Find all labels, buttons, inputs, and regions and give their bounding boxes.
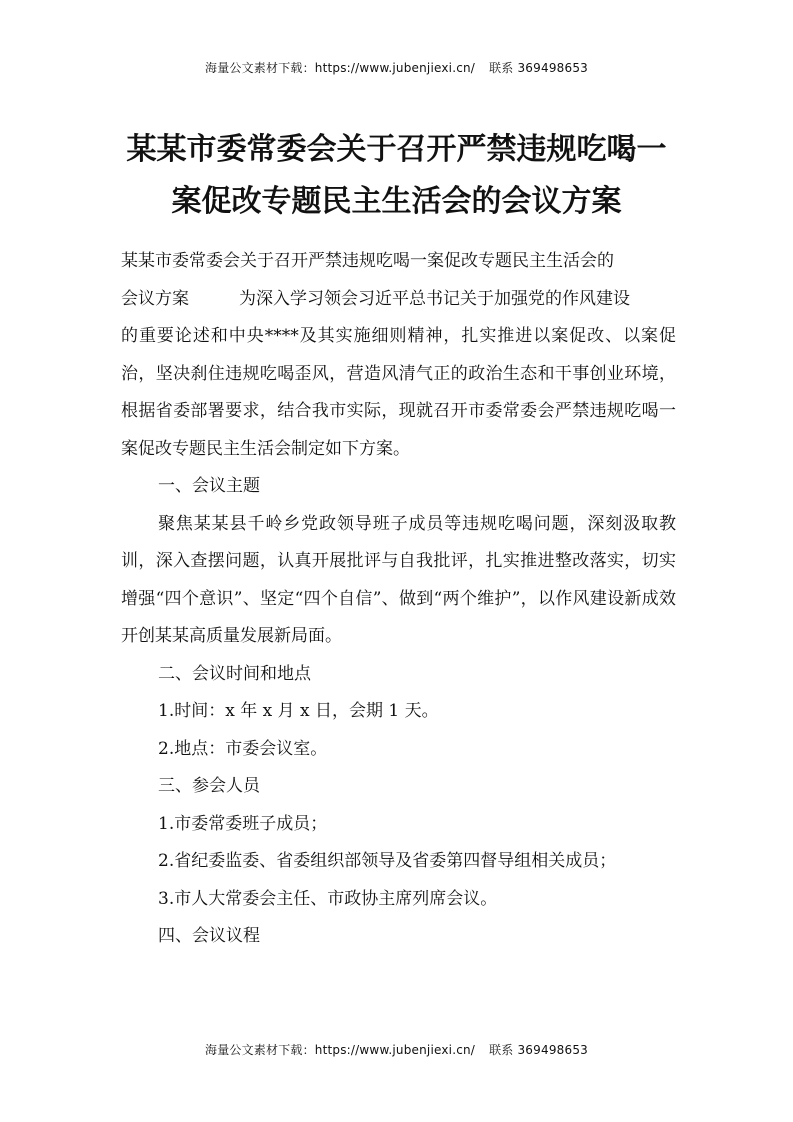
title-line-1: 某某市委常委会关于召开严禁违规吃喝一 <box>126 132 667 167</box>
intro-rest: 的重要论述和中央****及其实施细则精神，扎实推进以案促改、以案促治，坚决刹住违规吃喝歪风，营造风清气正的政治生态和干事创业环境，根据省委部署要求，结合我市实际，现就召开市委常委会严禁违规吃喝一案促改专题民主生活会制定如下方案。 <box>121 326 676 459</box>
section-heading: 三、参会人员 <box>158 776 260 796</box>
list-item: 1.时间：x 年 x 月 x 日，会期 1 天。 <box>158 701 439 721</box>
intro-line-2 <box>121 281 676 319</box>
title-line-2: 案促改专题民主生活会的会议方案 <box>171 184 622 219</box>
list-item: 2.地点：市委会议室。 <box>158 738 328 759</box>
intro-line-2-title-tail: 会议方案 <box>121 288 189 309</box>
page-header <box>0 59 793 76</box>
header-site-label: 海量公文素材下载：https://www.jubenjiexi.cn/ <box>205 61 476 75</box>
section-heading: 四、会议议程 <box>158 926 260 946</box>
document-title <box>100 124 693 228</box>
document-body <box>121 243 676 956</box>
footer-site-label: 海量公文素材下载：https://www.jubenjiexi.cn/ <box>205 1043 476 1057</box>
list-item: 3.市人大常委会主任、市政协主席列席会议。 <box>158 888 498 909</box>
section-heading: 一、会议主题 <box>158 476 260 496</box>
section-heading: 二、会议时间和地点 <box>158 663 311 684</box>
list-item: 1.市委常委班子成员； <box>158 813 328 834</box>
intro-paragraph <box>121 243 676 468</box>
intro-line-1: 某某市委常委会关于召开严禁违规吃喝一案促改专题民主生活会的 <box>121 251 614 271</box>
footer-contact: 联系 369498653 <box>489 1043 588 1057</box>
list-item: 2.省纪委监委、省委组织部领导及省委第四督导组相关成员； <box>158 851 617 871</box>
page-footer <box>0 1041 793 1058</box>
intro-line-2-text: 为深入学习领会习近平总书记关于加强党的作风建设 <box>239 288 630 309</box>
header-contact: 联系 369498653 <box>489 61 588 75</box>
section-paragraph: 聚焦某某县千岭乡党政领导班子成员等违规吃喝问题，深刻汲取教训，深入查摆问题，认真开展批评与自我批评，扎实推进整改落实，切实增强“四个意识”、坚定“四个自信”、做到“两个维护”，以作风建设新成效开创某某高质量发展新局面。 <box>121 513 676 646</box>
